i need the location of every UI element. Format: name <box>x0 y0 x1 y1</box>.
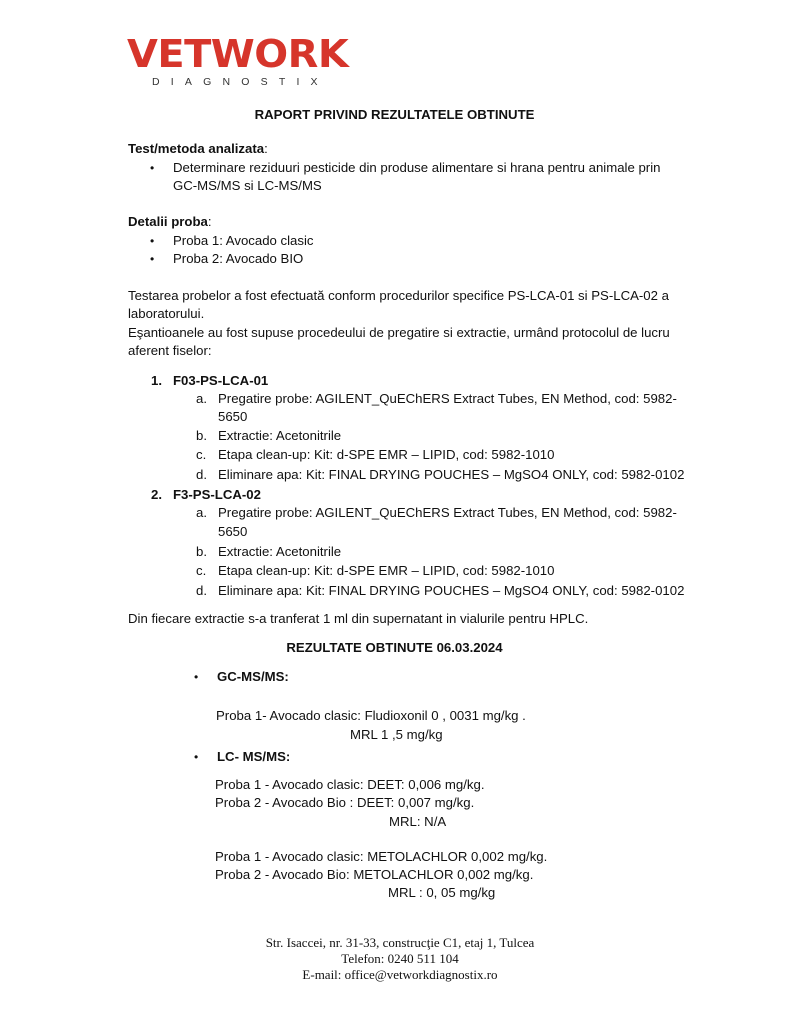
procedure-number: 2. <box>151 487 162 502</box>
lc-metolachlor-result: Proba 1 - Avocado clasic: METOLACHLOR 0,002 mg/kg. <box>215 849 548 864</box>
lc-metolachlor-result: Proba 2 - Avocado Bio: METOLACHLOR 0,002 mg/kg. <box>215 867 534 882</box>
details-item: Proba 1: Avocado clasic <box>173 233 314 248</box>
step-text: Extractie: Acetonitrile <box>218 428 342 443</box>
footer-email: E-mail: office@vetworkdiagnostix.ro <box>302 967 498 982</box>
step-row <box>196 446 554 464</box>
paragraph-line: laboratorului. <box>128 306 205 321</box>
step-letter: a. <box>196 391 207 406</box>
step-row <box>196 390 677 408</box>
step-text: Pregatire probe: AGILENT_QuEChERS Extract Tubes, EN Method, cod: 5982- <box>218 391 677 406</box>
test-heading-colon: : <box>264 141 268 156</box>
bullet-icon: • <box>194 670 199 684</box>
bullet-icon: • <box>150 161 155 175</box>
results-heading: REZULTATE OBTINUTE 06.03.2024 <box>286 640 503 655</box>
step-row <box>196 543 341 561</box>
procedure-name: F3-PS-LCA-02 <box>173 487 261 502</box>
test-heading-label: Test/metoda analizata <box>128 141 265 156</box>
step-text-cont: 5650 <box>218 524 248 539</box>
logo-subtitle: DIAGNOSTIX <box>152 76 329 88</box>
footer-phone: Telefon: 0240 511 104 <box>341 951 459 966</box>
gc-label: GC-MS/MS: <box>217 669 289 684</box>
step-text: Etapa clean-up: Kit: d-SPE EMR – LIPID, cod: 5982-1010 <box>218 563 555 578</box>
bullet-icon: • <box>194 750 199 764</box>
step-text: Eliminare apa: Kit: FINAL DRYING POUCHES – MgSO4 ONLY, cod: 5982-0102 <box>218 583 685 598</box>
step-text: Pregatire probe: AGILENT_QuEChERS Extract Tubes, EN Method, cod: 5982- <box>218 505 677 520</box>
step-row <box>196 504 677 522</box>
step-row <box>196 582 684 600</box>
gc-result: Proba 1- Avocado clasic: Fludioxonil 0 , 0031 mg/kg . <box>216 708 526 723</box>
gc-label-row <box>194 668 289 686</box>
step-letter: c. <box>196 563 207 578</box>
step-row <box>196 562 554 580</box>
step-text-cont: 5650 <box>218 409 248 424</box>
lc-deet-mrl: MRL: N/A <box>389 814 447 829</box>
procedure-heading-row <box>151 372 268 390</box>
step-letter: c. <box>196 447 207 462</box>
lc-metolachlor-mrl: MRL : 0, 05 mg/kg <box>388 885 496 900</box>
details-heading <box>128 213 212 231</box>
details-item-row <box>150 232 314 250</box>
details-item-row <box>150 250 303 268</box>
paragraph-line: Eşantioanele au fost supuse procedeului de pregatire si extractie, urmând protocolul de lucru <box>128 325 670 340</box>
procedure-number: 1. <box>151 373 162 388</box>
paragraph-line: Testarea probelor a fost efectuată conform procedurilor specifice PS-LCA-01 si PS-LCA-02 a <box>128 288 669 303</box>
procedure-name: F03-PS-LCA-01 <box>173 373 269 388</box>
test-item: Determinare reziduuri pesticide din produse alimentare si hrana pentru animale prin <box>173 160 661 175</box>
step-letter: d. <box>196 583 207 598</box>
transfer-note: Din fiecare extractie s-a tranferat 1 ml din supernatant in vialurile pentru HPLC. <box>128 611 589 626</box>
step-letter: b. <box>196 544 207 559</box>
details-heading-label: Detalii proba <box>128 214 208 229</box>
lc-deet-result: Proba 1 - Avocado clasic: DEET: 0,006 mg/kg. <box>215 777 485 792</box>
logo-brand: VETWORK <box>127 32 349 76</box>
step-row <box>196 466 684 484</box>
step-letter: d. <box>196 467 207 482</box>
test-heading <box>128 140 268 158</box>
lc-deet-result: Proba 2 - Avocado Bio : DEET: 0,007 mg/kg. <box>215 795 475 810</box>
paragraph-line: aferent fiselor: <box>128 343 212 358</box>
details-heading-colon: : <box>207 214 212 229</box>
step-letter: b. <box>196 428 207 443</box>
step-row <box>196 427 341 445</box>
footer-address: Str. Isaccei, nr. 31-33, construcţie C1, etaj 1, Tulcea <box>265 935 535 950</box>
lc-label-row <box>194 748 290 766</box>
bullet-icon: • <box>150 234 155 248</box>
step-letter: a. <box>196 505 207 520</box>
test-item-cont: GC-MS/MS si LC-MS/MS <box>173 178 322 193</box>
bullet-icon: • <box>150 252 155 266</box>
step-text: Etapa clean-up: Kit: d-SPE EMR – LIPID, cod: 5982-1010 <box>218 447 555 462</box>
gc-mrl: MRL 1 ,5 mg/kg <box>350 727 443 742</box>
test-item-row <box>150 159 660 177</box>
procedure-heading-row <box>151 486 261 504</box>
lc-label: LC- MS/MS: <box>217 749 291 764</box>
step-text: Extractie: Acetonitrile <box>218 544 342 559</box>
details-item: Proba 2: Avocado BIO <box>173 251 304 266</box>
step-text: Eliminare apa: Kit: FINAL DRYING POUCHES – MgSO4 ONLY, cod: 5982-0102 <box>218 467 685 482</box>
page-title: RAPORT PRIVIND REZULTATELE OBTINUTE <box>254 107 535 122</box>
